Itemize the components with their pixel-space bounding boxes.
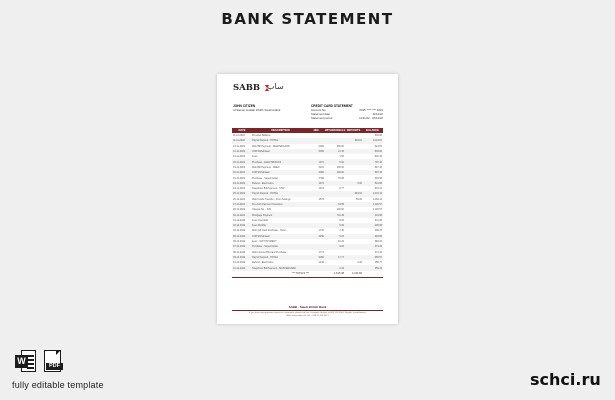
cell-ref: 9060: [318, 255, 324, 259]
cell-balance: 519.08: [374, 176, 382, 180]
cell-date: 10-12-2022: [233, 266, 246, 270]
cell-withdrawals: 710.49: [336, 213, 344, 217]
cell-balance: 416.08: [374, 213, 382, 217]
word-file-icon: [15, 350, 37, 374]
cell-ref: 1971: [318, 160, 324, 164]
cell-withdrawals: 21.15: [338, 150, 344, 154]
cell-ref: 9060: [318, 144, 324, 148]
statement-date: 11/12/22: [372, 112, 383, 116]
cell-date: 14-11-2022: [233, 150, 246, 154]
cell-balance: 374.34: [374, 250, 382, 254]
table-end-rule: [232, 277, 383, 278]
cell-date: 23-11-2022: [233, 187, 246, 191]
page-title: BANK STATEMENT: [221, 10, 394, 28]
totals-label: *** TOTALS ***: [291, 271, 309, 275]
cell-description: ATM Withdrawal: [252, 234, 270, 238]
cell-ref: 2210: [318, 261, 324, 265]
cell-withdrawals: 78.08: [338, 176, 344, 180]
cell-withdrawals: 10.22: [338, 240, 344, 244]
cell-description: Fees Overdraft: [252, 218, 268, 222]
cell-withdrawals: 5.00: [339, 224, 344, 228]
cell-description: Payroll Deposit - HOTEL: [252, 255, 279, 259]
account-number-label: Account No.: [311, 108, 327, 112]
cell-description: Purchase - ELECTRONICS: [252, 160, 282, 164]
cell-description: Payroll Deposit - HOTEL: [252, 192, 279, 196]
cell-date: 18-11-2022: [233, 160, 246, 164]
statement-date-label: Statement date: [311, 112, 330, 116]
cell-ref: 1720: [318, 229, 324, 233]
cell-date: 07-12-2022: [233, 245, 246, 249]
cell-balance: 524.08: [374, 181, 382, 185]
cell-description: Telephone Bill Payment - STW: [252, 187, 285, 191]
cell-withdrawals: 9.00: [339, 245, 344, 249]
cell-balance: 393.56: [374, 234, 382, 238]
cell-withdrawals: 1.50: [339, 155, 344, 159]
cell-description: Mortgage Payment: [252, 213, 273, 217]
cell-deposits: 2.20: [357, 261, 362, 265]
cell-withdrawals: 33.55: [338, 203, 344, 206]
col-balance: BALANCE: [365, 129, 380, 132]
cell-date: 11-11-2022: [233, 134, 245, 138]
cell-description: Web Bill Payment - MASTERCARD: [252, 144, 290, 148]
cell-description: Refund - Electronics: [252, 261, 274, 265]
cell-date: 23-11-2022: [233, 181, 246, 185]
cell-ref: 0221: [318, 165, 324, 169]
cell-description: Fees: [252, 155, 258, 159]
site-brand: schci.ru: [530, 370, 601, 389]
cell-balance: 1,126.57: [372, 208, 382, 212]
cell-date: 08-12-2022: [233, 250, 246, 254]
account-number: 0915 **** **** 4022: [359, 108, 383, 112]
cell-balance: 597.16: [374, 171, 382, 175]
cell-withdrawals: 7.30: [339, 229, 344, 233]
cell-ref: 9060: [318, 150, 324, 154]
cell-date: 01-12-2022: [233, 218, 246, 222]
bank-logo: [233, 83, 271, 93]
statement-document: [217, 74, 398, 324]
cell-description: Payroll Deposit - HOTEL: [252, 139, 279, 143]
cell-balance: 824.81: [374, 144, 382, 148]
cell-date: 26-11-2022: [233, 197, 246, 201]
cell-balance: 802.16: [374, 155, 382, 159]
cell-description: Web Internet Bill Card Purchase: [252, 250, 287, 254]
cell-date: 30-11-2022: [233, 213, 246, 217]
cell-date: 09-12-2022: [233, 255, 246, 259]
tagline: fully editable template: [12, 380, 104, 390]
col-description: DESCRIPTION: [271, 129, 290, 132]
totals-deposits: 1,441.82: [351, 271, 362, 275]
cell-balance: 411.08: [374, 218, 382, 222]
customer-name: JOHN CITIZEN: [233, 104, 256, 108]
cell-ref: 1771: [318, 250, 324, 254]
footer-line-1: If you have any questions about this statement, please call our Customer Service at 800 124 8000, Riyadh, Saudi Arabia.: [248, 311, 367, 314]
col-ref: REF.: [313, 129, 320, 132]
cell-description: Purchase - Supermarket: [252, 176, 278, 180]
cell-withdrawals: 8.77: [339, 187, 344, 191]
cell-balance: 330.00: [374, 134, 382, 138]
cell-ref: 9060: [318, 171, 324, 175]
cell-withdrawals: 5.00: [339, 218, 344, 222]
cell-balance: 697.16: [374, 165, 382, 169]
cell-withdrawals: 200.00: [336, 144, 344, 148]
statement-period: 11/11/22 - 10/12/22: [359, 116, 383, 120]
bank-logo-arabic: ساب: [267, 82, 284, 91]
cell-description: Fees Monthly: [252, 224, 267, 228]
table-body: [232, 133, 383, 271]
col-withdrawals: WITHDRAWALS: [325, 129, 346, 132]
cell-balance: 356.57: [374, 255, 382, 259]
cell-balance: 1,260.12: [372, 197, 382, 201]
cell-ref: 2766: [318, 176, 324, 180]
word-badge: W: [15, 355, 28, 368]
cell-balance: 1,210.12: [372, 192, 382, 196]
statement-period-row: [311, 116, 383, 120]
cell-description: ATM Withdrawal: [252, 150, 270, 154]
totals-withdrawals: 1,615.48: [333, 271, 344, 275]
cell-description: Refund - Electronics: [252, 181, 274, 185]
cell-balance: 383.34: [374, 240, 382, 244]
cell-ref: 1971: [318, 181, 324, 185]
format-icons: [15, 350, 71, 374]
cell-description: Web Bill Payment - AMEX: [252, 165, 280, 169]
cell-withdrawals: 100.00: [336, 208, 344, 212]
cell-balance: 515.31: [374, 187, 382, 191]
cell-date: 06-12-2022: [233, 240, 246, 244]
statement-footer: [217, 305, 398, 318]
cell-deposits: 694.81: [354, 139, 362, 143]
cell-description: Cheque No. - 409: [252, 208, 271, 212]
cell-deposits: 5.00: [357, 181, 362, 185]
cell-balance: 797.16: [374, 160, 382, 164]
cell-withdrawals: 2.43: [339, 266, 344, 270]
statement-heading: CREDIT CARD STATEMENT: [311, 104, 353, 108]
cell-date: 19-11-2022: [233, 165, 246, 169]
cell-description: ATM Withdrawal: [252, 171, 270, 175]
cell-date: 21-11-2022: [233, 176, 246, 180]
customer-block: [233, 104, 280, 112]
cell-date: 02-12-2022: [233, 224, 246, 228]
cell-withdrawals: 5.00: [339, 160, 344, 164]
cell-withdrawals: 100.00: [336, 165, 344, 169]
cell-date: 03-12-2022: [233, 229, 246, 233]
cell-description: Previous Balance: [252, 134, 271, 138]
transactions-table: [232, 128, 383, 278]
cell-withdrawals: 100.00: [336, 171, 344, 175]
pdf-file-icon: [43, 350, 65, 374]
cell-withdrawals: 17.77: [338, 255, 344, 259]
cell-description: Fees - GIFT PAYMENT: [252, 240, 277, 244]
cell-description: Pre-Auth Payment Insurance: [252, 203, 283, 206]
cell-balance: 803.66: [374, 150, 382, 154]
cell-balance: 1,024.81: [372, 139, 382, 143]
cell-date: 25-11-2022: [233, 192, 246, 196]
col-deposits: DEPOSITS: [346, 129, 361, 132]
cell-description: Web Funds Transfer - From Savings: [252, 197, 291, 201]
col-date: DATE: [238, 129, 246, 132]
bank-logo-text: SABB: [233, 83, 261, 93]
cell-date: 11-11-2022: [233, 139, 245, 143]
cell-date: 28-11-2022: [233, 208, 246, 212]
cell-date: 05-12-2022: [233, 234, 246, 238]
cell-date: 10-12-2022: [233, 261, 246, 265]
table-totals-row: [232, 271, 383, 276]
cell-balance: 374.34: [374, 245, 382, 249]
cell-deposits: 50.00: [356, 197, 362, 201]
cell-balance: 398.78: [374, 229, 382, 233]
account-block: [311, 104, 383, 120]
cell-description: Purchase - Supermarket: [252, 245, 278, 249]
cell-description: Web Gift Card Purchase - Hotel: [252, 229, 286, 233]
cell-withdrawals: 5.22: [339, 234, 344, 238]
cell-balance: 406.08: [374, 224, 382, 228]
cell-balance: 356.34: [374, 266, 382, 270]
cell-description: Telephone Bill Payment - MASTERCARD: [252, 266, 296, 270]
statement-period-label: Statement period: [311, 116, 333, 120]
footer-bank-name: SABB - Saudi British Bank: [288, 305, 327, 309]
cell-ref: 2250: [318, 234, 324, 238]
cell-date: 16-11-2022: [233, 155, 246, 159]
cell-date: 13-11-2022: [233, 144, 246, 148]
cell-date: 20-11-2022: [233, 171, 246, 175]
cell-deposits: 694.81: [354, 192, 362, 196]
footer-rule: [232, 310, 383, 311]
cell-balance: 1,226.57: [372, 203, 382, 206]
cell-date: 27-11-2022: [233, 203, 246, 206]
customer-address: Al Saman Jeddah 23461 Saudi Arabia: [233, 108, 281, 112]
footer-line-2: Web: www.sabb.com Tel: +966 11 405 0677: [286, 314, 329, 317]
cell-ref: 2574: [318, 197, 324, 201]
cell-balance: 358.77: [374, 261, 382, 265]
pdf-badge: PDF: [46, 363, 63, 370]
cell-ref: 1971: [318, 187, 324, 191]
